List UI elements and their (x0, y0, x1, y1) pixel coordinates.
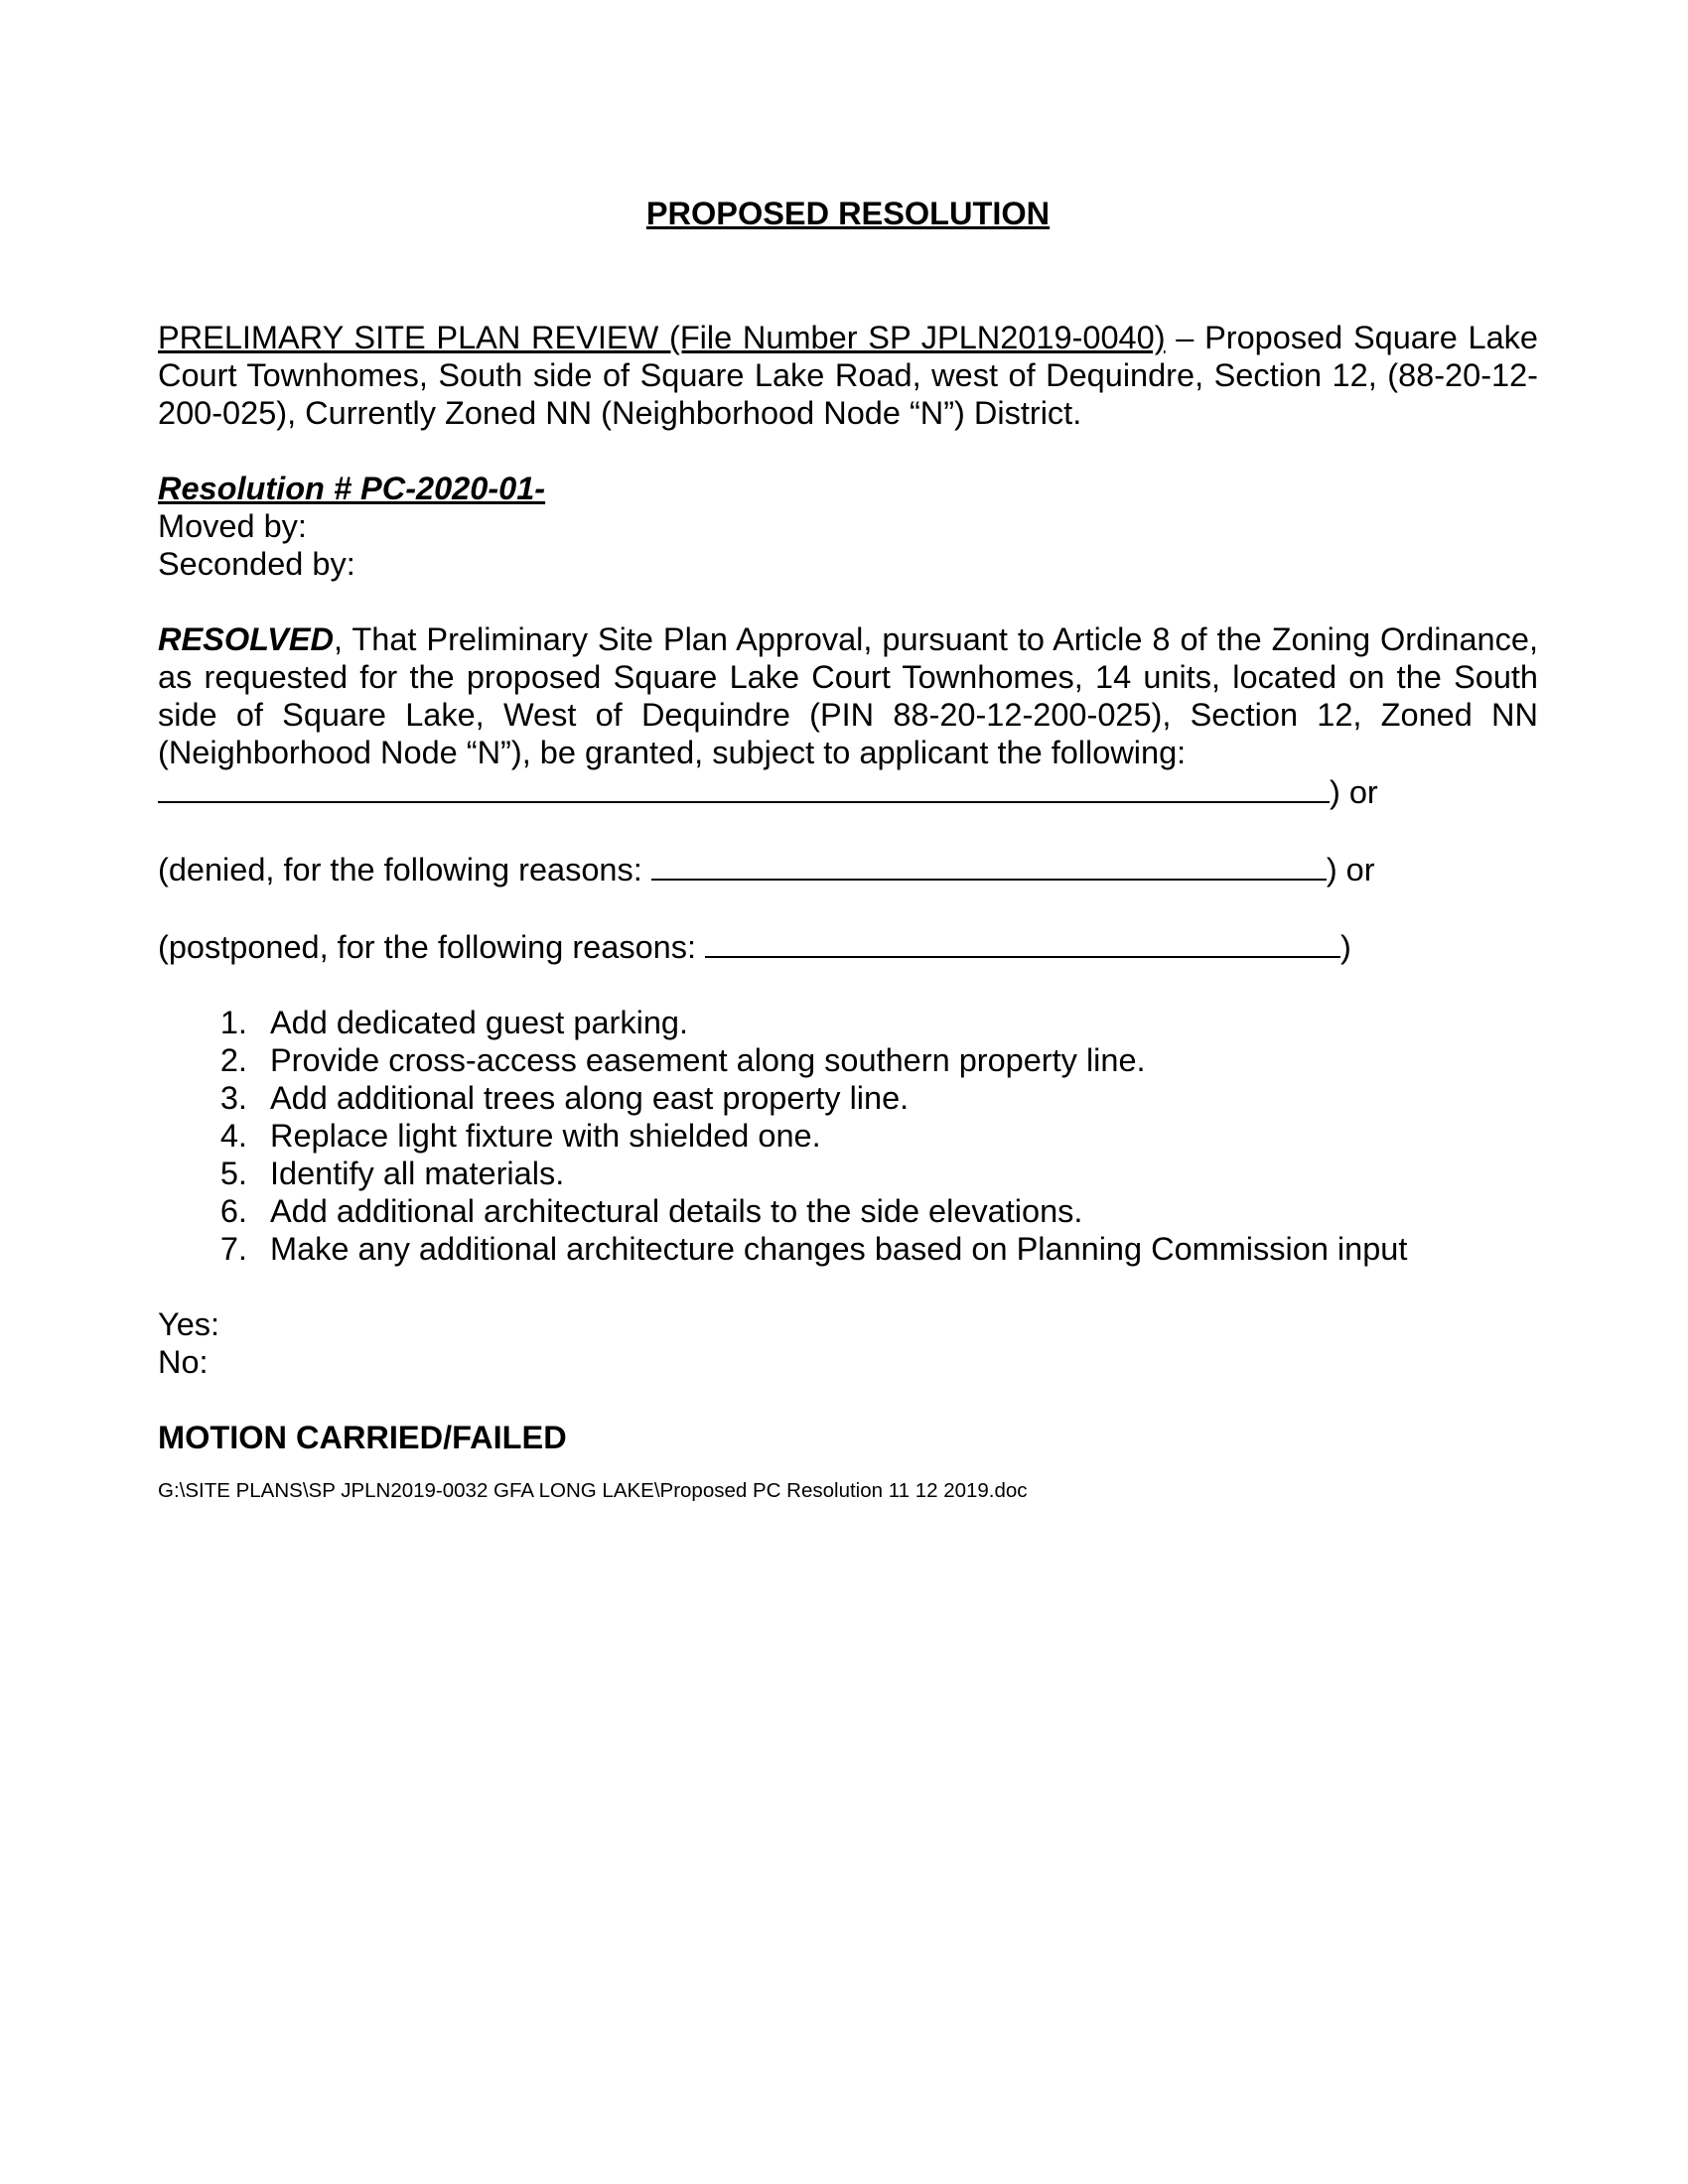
no-label: No: (158, 1344, 209, 1380)
postponed-blank (705, 926, 1340, 958)
postponed-suffix: ) (1340, 929, 1351, 965)
granted-suffix: ) or (1330, 774, 1378, 810)
denied-line (158, 849, 1538, 888)
denied-prefix: (denied, for the following reasons: (158, 852, 651, 887)
granted-blank-line (158, 771, 1538, 811)
list-item: 2. Provide cross-access easement along southern property line. (256, 1041, 1538, 1079)
list-item: 4. Replace light fixture with shielded one. (256, 1117, 1538, 1155)
motion-status: MOTION CARRIED/FAILED (158, 1420, 567, 1455)
seconded-by-label: Seconded by: (158, 546, 355, 582)
list-item: 3. Add additional trees along east property line. (256, 1079, 1538, 1117)
postponed-line (158, 926, 1538, 966)
list-item: 1. Add dedicated guest parking. (256, 1004, 1538, 1041)
file-number-heading: PRELIMARY SITE PLAN REVIEW (File Number SP JPLN2019-0040) (158, 320, 1166, 355)
list-item: 7. Make any additional architecture changes based on Planning Commission input (256, 1230, 1538, 1268)
resolved-paragraph (158, 620, 1538, 771)
resolution-number: Resolution # PC-2020-01- (158, 471, 546, 506)
site-plan-description: – Proposed Square Lake Court Townhomes, South side of Square Lake Road, west of Dequindre, Section 12, (88-20-12-200-025), Currently Zoned NN (Neighborhood Node “N”) District. (158, 320, 1538, 431)
document-title: PROPOSED RESOLUTION (645, 196, 1051, 231)
conditions-list (158, 1004, 1538, 1268)
file-path-footer: G:\SITE PLANS\SP JPLN2019-0032 GFA LONG LAKE\Proposed PC Resolution 11 12 2019.doc (158, 1479, 1028, 1502)
moved-by-label: Moved by: (158, 508, 307, 544)
document-page (158, 195, 1538, 1504)
yes-label: Yes: (158, 1306, 220, 1342)
denied-blank (651, 849, 1327, 881)
resolved-keyword: RESOLVED (158, 621, 334, 657)
resolved-text: , That Preliminary Site Plan Approval, pursuant to Article 8 of the Zoning Ordinance, as requested for the proposed Square Lake Court Townhomes, 14 units, located on the South side of Square Lake, West of Dequindre (PIN 88-20-12-200-025), Section 12, Zoned NN (Neighborhood Node “N”), be granted, subject to applicant the following: (158, 621, 1538, 770)
granted-blank (158, 771, 1330, 803)
list-item: 6. Add additional architectural details to the side elevations. (256, 1192, 1538, 1230)
site-plan-heading (158, 319, 1538, 432)
denied-suffix: ) or (1326, 852, 1375, 887)
postponed-prefix: (postponed, for the following reasons: (158, 929, 706, 965)
list-item: 5. Identify all materials. (256, 1155, 1538, 1192)
